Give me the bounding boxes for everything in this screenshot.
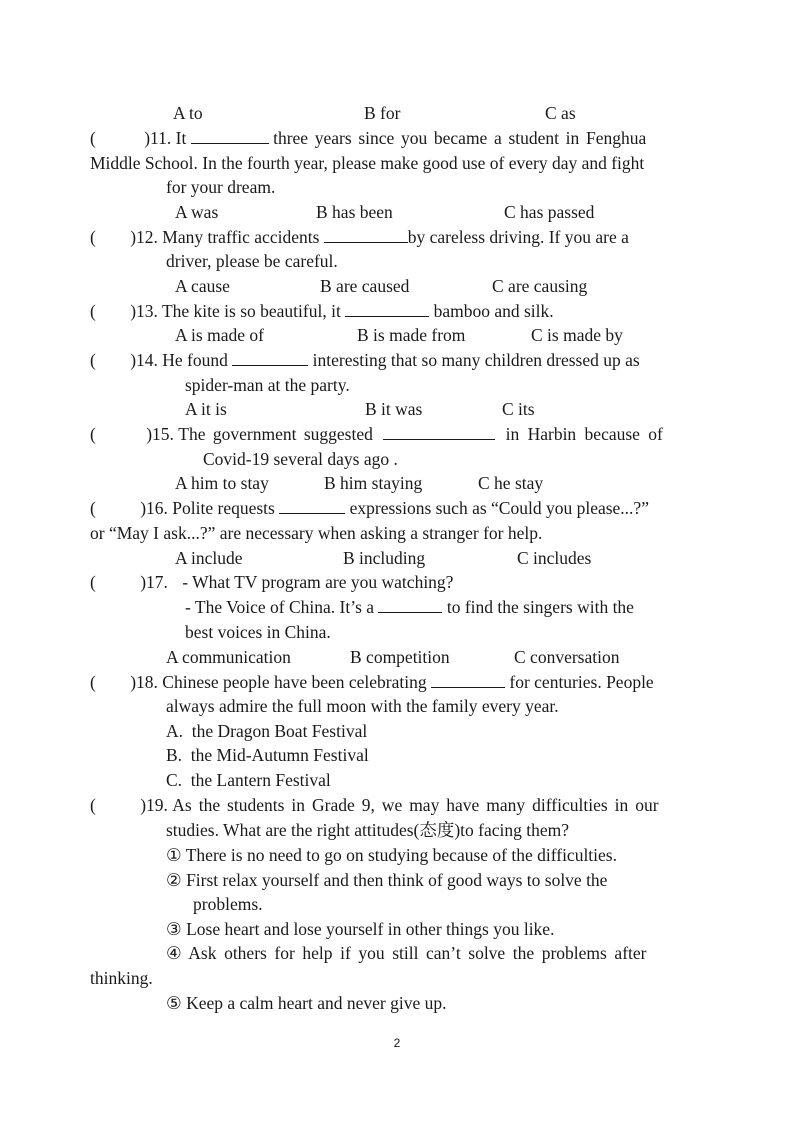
q15-line1 <box>90 422 702 446</box>
q11-option-c: C has passed <box>504 202 595 222</box>
answer-blank <box>191 126 269 144</box>
q13-option-b: B is made from <box>357 325 466 345</box>
q18-text-post: for centuries. People <box>509 672 654 692</box>
q12-option-c: C are causing <box>492 276 588 296</box>
q19-line2: studies. What are the right attitudes(态度)to facing them? <box>166 820 570 840</box>
q10-option-a: A to <box>173 103 203 123</box>
q17-text-pre: - The Voice of China. It’s a <box>185 597 375 617</box>
q11-line3: for your dream. <box>166 177 276 197</box>
answer-paren: ( <box>90 795 96 815</box>
q11-option-b: B has been <box>316 202 393 222</box>
q17-option-c: C conversation <box>514 647 620 667</box>
q16-line2: or “May I ask...?” are necessary when asking a stranger for help. <box>90 523 543 543</box>
answer-paren: ( <box>90 128 96 148</box>
q17-line2 <box>185 595 634 619</box>
answer-paren: ( <box>90 572 96 592</box>
answer-blank <box>431 670 505 688</box>
q18-option-c: C. the Lantern Festival <box>166 770 331 790</box>
question-number: )12. <box>130 227 158 247</box>
question-number: )14. <box>130 350 158 370</box>
q19-line1 <box>90 793 702 817</box>
question-number: )16. <box>140 498 168 518</box>
answer-paren: ( <box>90 672 96 692</box>
answer-blank <box>383 422 495 440</box>
q16-option-b: B including <box>343 548 426 568</box>
q13-option-a: A is made of <box>175 325 264 345</box>
q16-option-a: A include <box>175 548 243 568</box>
q13-option-c: C is made by <box>531 325 623 345</box>
q14-option-a: A it is <box>185 399 227 419</box>
q10-option-c: C as <box>545 103 576 123</box>
q17-line3: best voices in China. <box>185 622 331 642</box>
q11-option-a: A was <box>175 202 219 222</box>
answer-blank <box>279 496 345 514</box>
q17-option-a: A communication <box>166 647 291 667</box>
q12-text-post: by careless driving. If you are a <box>407 227 629 247</box>
q18-option-a: A. the Dragon Boat Festival <box>166 721 368 741</box>
q18-line1 <box>90 670 654 694</box>
q11-line2: Middle School. In the fourth year, please make good use of every day and fight <box>90 153 645 173</box>
q19-text: As the students in Grade 9, we may have many difficulties in our <box>172 795 659 815</box>
q11-line1 <box>90 126 702 150</box>
q16-line1 <box>90 496 649 520</box>
page-number: 2 <box>393 1036 401 1050</box>
q16-text-post: expressions such as “Could you please...?” <box>349 498 649 518</box>
q15-text-pre: The government suggested <box>178 424 373 444</box>
q19-item-5: ⑤ Keep a calm heart and never give up. <box>166 993 447 1013</box>
q19-item-2-cont: problems. <box>193 894 263 914</box>
q15-line2: Covid-19 several days ago . <box>203 449 398 469</box>
q11-text-pre: It <box>175 128 187 148</box>
q19-item-4: ④ Ask others for help if you still can’t solve the problems after <box>166 943 647 963</box>
answer-blank <box>378 595 442 613</box>
q19-item-2: ② First relax yourself and then think of good ways to solve the <box>166 870 608 890</box>
q19-item-4-cont: thinking. <box>90 968 153 988</box>
q14-text-post: interesting that so many children dressed up as <box>312 350 640 370</box>
q16-option-c: C includes <box>517 548 592 568</box>
answer-paren: ( <box>90 350 96 370</box>
question-number: )18. <box>130 672 158 692</box>
q19-item-3: ③ Lose heart and lose yourself in other things you like. <box>166 919 555 939</box>
q12-option-a: A cause <box>175 276 230 296</box>
q14-text-pre: He found <box>162 350 228 370</box>
q11-text-post: three years since you became a student in Fenghua <box>273 128 647 148</box>
q17-line1 <box>90 570 453 594</box>
question-number: )13. <box>130 301 158 321</box>
q15-option-a: A him to stay <box>175 473 269 493</box>
q17-text-post: to find the singers with the <box>446 597 634 617</box>
answer-blank <box>232 348 308 366</box>
q12-line1 <box>90 225 629 249</box>
q14-line2: spider-man at the party. <box>185 375 350 395</box>
answer-blank <box>324 225 408 243</box>
q14-line1 <box>90 348 640 372</box>
q12-line2: driver, please be careful. <box>166 251 338 271</box>
q16-text-pre: Polite requests <box>172 498 275 518</box>
q18-text-pre: Chinese people have been celebrating <box>162 672 427 692</box>
question-number: )19. <box>140 795 168 815</box>
question-number: )15. <box>146 424 174 444</box>
q15-option-b: B him staying <box>324 473 423 493</box>
q14-option-b: B it was <box>365 399 423 419</box>
q14-option-c: C its <box>502 399 535 419</box>
q15-text-post: in Harbin because of <box>505 424 663 444</box>
q10-option-b: B for <box>364 103 401 123</box>
question-number: )17. <box>140 572 168 592</box>
q18-option-b: B. the Mid-Autumn Festival <box>166 745 369 765</box>
q13-line1 <box>90 299 554 323</box>
answer-blank <box>345 299 429 317</box>
answer-paren: ( <box>90 301 96 321</box>
q19-item-1: ① There is no need to go on studying because of the difficulties. <box>166 845 617 865</box>
q17-option-b: B competition <box>350 647 450 667</box>
answer-paren: ( <box>90 227 96 247</box>
q12-option-b: B are caused <box>320 276 410 296</box>
q13-text-post: bamboo and silk. <box>433 301 554 321</box>
q13-text-pre: The kite is so beautiful, it <box>161 301 341 321</box>
answer-paren: ( <box>90 424 96 444</box>
q18-line2: always admire the full moon with the family every year. <box>166 696 559 716</box>
q12-text-pre: Many traffic accidents <box>162 227 320 247</box>
answer-paren: ( <box>90 498 96 518</box>
q15-option-c: C he stay <box>478 473 544 493</box>
question-number: )11. <box>144 128 172 148</box>
q17-text: - What TV program are you watching? <box>182 572 454 592</box>
